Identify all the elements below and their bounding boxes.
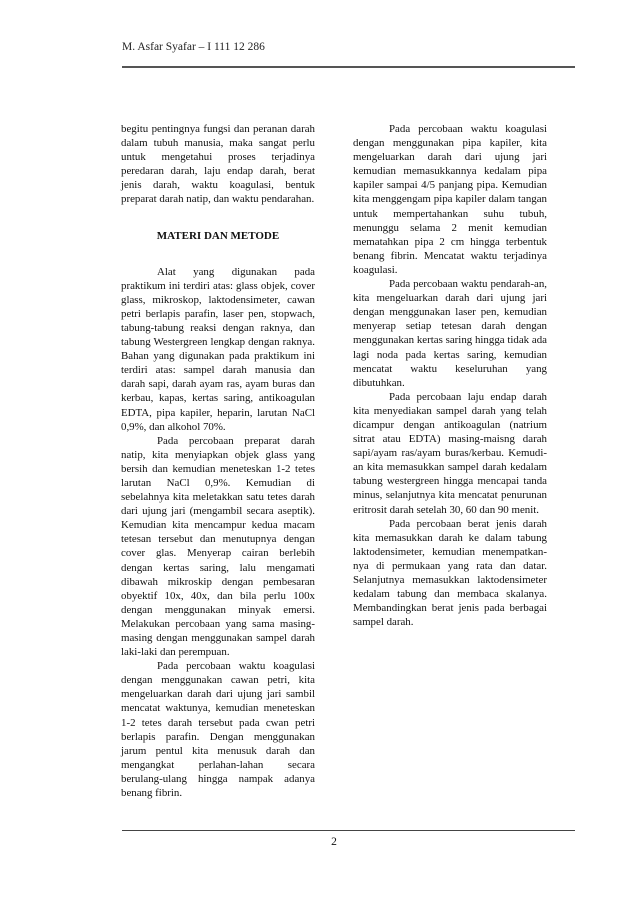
page-number: 2 [331,836,337,848]
paragraph: Pada percobaan berat jenis darah kita memasukkan darah ke dalam tabung laktodensimeter, kemudian menempatkan-nya di permukaan yang rata dan datar. Selanjutnya memasukkan laktodensimeter kedalam tabung dan membaca skalanya. Membandingkan berat jenis pada berbagai sampel darah. [353,517,547,629]
paragraph: Pada percobaan preparat darah natip, kita menyiapkan objek glass yang bersih dan kemudian meneteskan 1-2 tetes larutan NaCl 0,9%. Kemudian di sebelahnya kita meletakkan satu tetes darah dari ujung jari (mengambil secara aseptik). Kemudian kita mencampur kedua macam tetesan tersebut dan menutupnya dengan cover glas. Menyerap cairan berlebih dengan kertas saring, lalu mengamati dibawah mikroskip dengan pembesaran obyektif 10x, 40x, dan bila perlu 100x dengan menggunakan minyak emersi. Melakukan percobaan yang sama masing-masing dengan menggunakan sampel darah laki-laki dan perempuan. [121,434,315,659]
footer-divider [122,830,575,831]
paragraph: Pada percobaan laju endap darah kita menyediakan sampel darah yang telah dicampur dengan antikoagulan (natrium sitrat atau EDTA) masing-maisng darah sapi/ayam ras/ayam buras/kerbau. Kemudi-an kita memasukkan sampel darah kedalam tabung westergreen hingga mencapai tanda minus, selanjutnya kita mencatat penurunan eritrosit darah setelah 30, 60 dan 90 menit. [353,390,547,516]
intro-paragraph: begitu pentingnya fungsi dan peranan darah dalam tubuh manusia, maka sangat perlu untuk mengetahui proses terjadinya peredaran darah, laju endap darah, berat jenis darah, waktu koagulasi, bentuk preparat darah natip, dan waktu pendarahan. [121,123,315,206]
section-heading: MATERI DAN METODE [156,229,280,242]
paragraph: Pada percobaan waktu koagulasi dengan menggunakan pipa kapiler, kita mengeluarkan darah dari ujung jari kemudian memasukkannya kedalam pipa kapiler sampai 4/5 panjang pipa. Kemudian kita menggengam pipa kapiler dalam tangan untuk mempertahankan suhu tubuh, menunggu selama 2 menit kemudian mematahkan pipa 2 cm hingga terbentuk benang fibrin. Mencatat waktu terjadinya koagulasi. [353,123,547,276]
paragraph: Pada percobaan waktu koagulasi dengan menggunakan cawan petri, kita mengeluarkan darah dari ujung jari sambil mencatat waktunya, kemudian meneteskan 1-2 tetes darah tersebut pada cwan petri berlapis parafin. Dengan menggunakan jarum pentul kita menusuk darah dan mengangkat perlahan-lahan secara berulang-ulang hingga nampak adanya benang fibrin. [121,660,315,800]
paragraph: Alat yang digunakan pada praktikum ini terdiri atas: glass objek, cover glass, mikroskop, laktodensimeter, cawan petri berlapis parafin, laser pen, stopwach, tabung-tabung reaksi dengan raknya, dan tabung Westergreen lengkap dengan raknya. Bahan yang digunakan pada praktikum ini terdiri atas: sampel darah manusia dan darah sapi, darah ayam ras, ayam buras dan kerbau, kapas, kertas saring, antikoagulan EDTA, pipa kapiler, heparin, larutan NaCl 0,9%, dan alkohol 70%. [121,265,315,433]
header-divider [122,66,575,68]
paragraph: Pada percobaan waktu pendarah-an, kita mengeluarkan darah dari ujung jari dengan menggunakan laser pen, kemudian menyerap setiap tetesan darah dengan menggunakan kertas saring hingga tidak ada lagi noda pada kertas saring, kemudian mencatat waktu keseluruhan yang dibutuhkan. [353,278,547,389]
left-column [121,122,315,800]
running-header: M. Asfar Syafar – I 111 12 286 [122,41,265,53]
right-column [353,122,547,629]
